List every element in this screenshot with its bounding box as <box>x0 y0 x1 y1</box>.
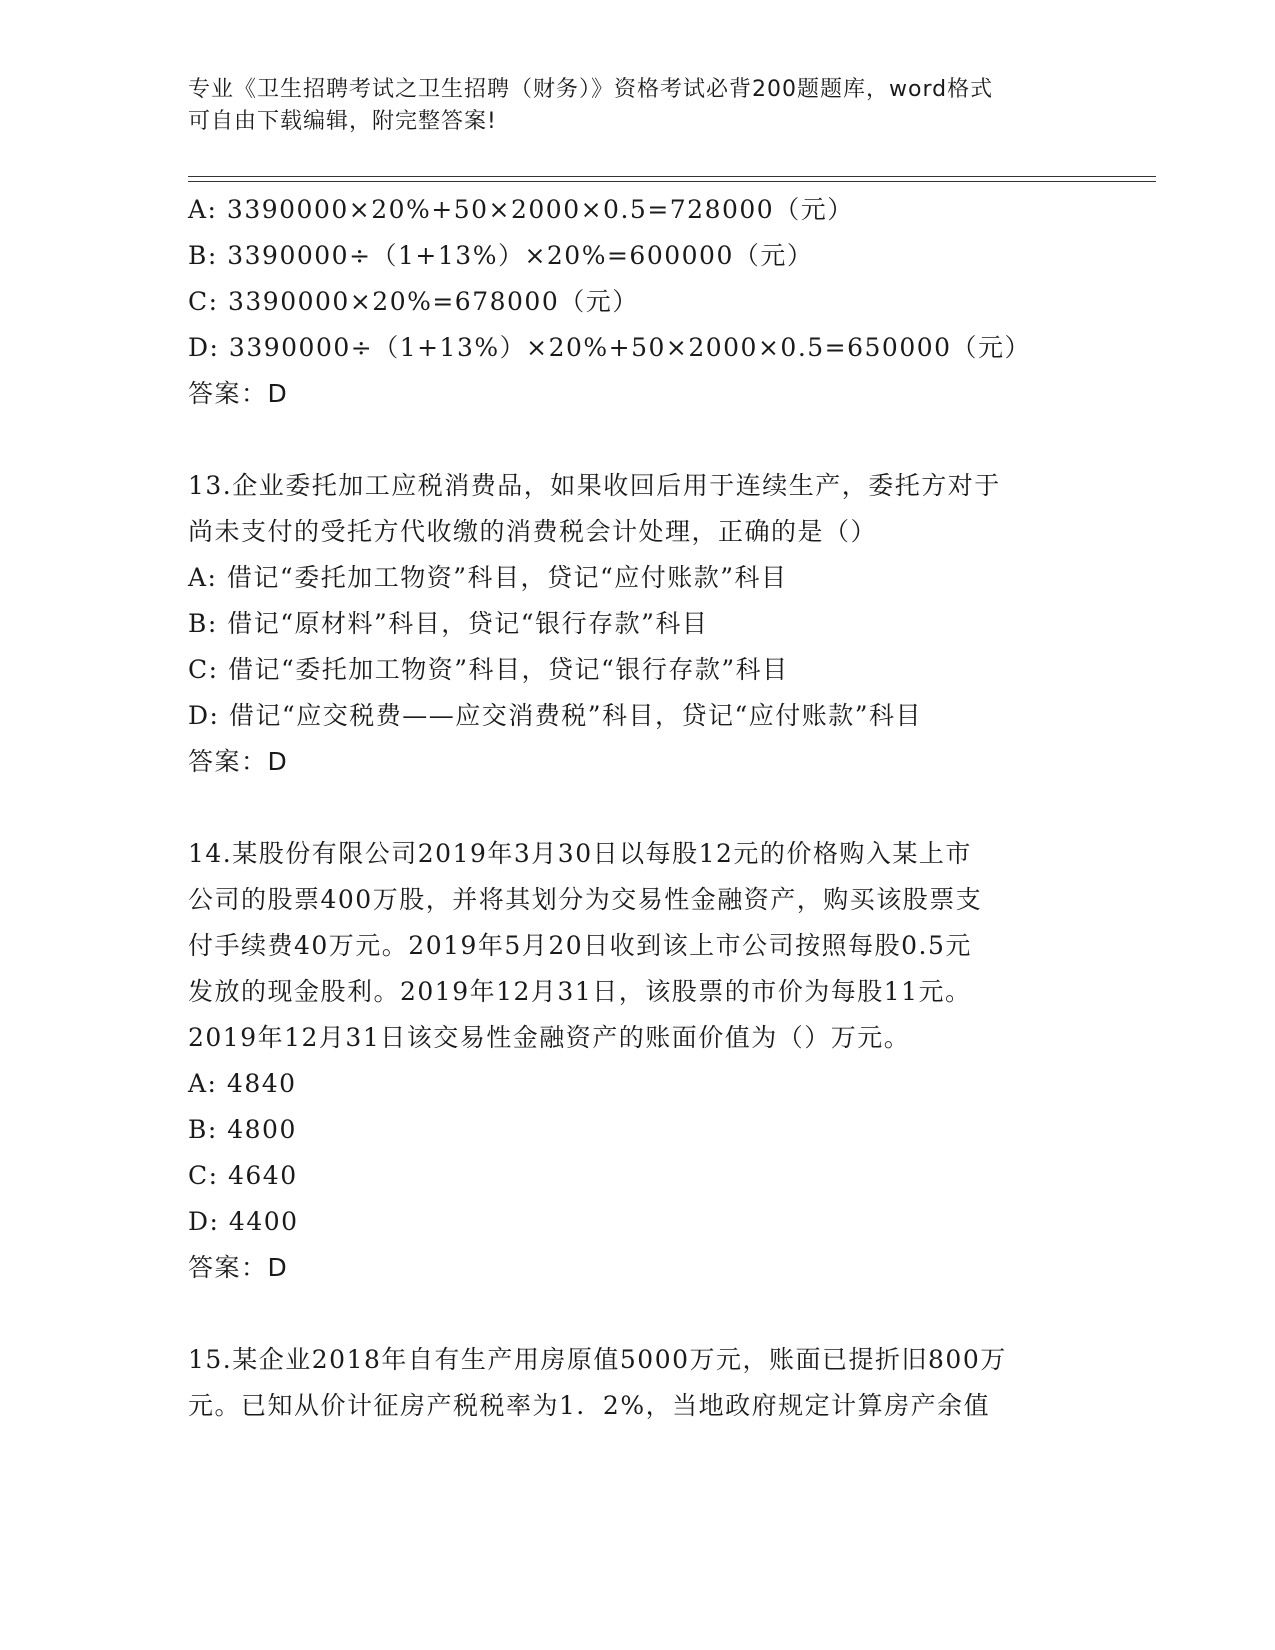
option-c: C: 4640 <box>188 1161 298 1190</box>
header-line-1: 专业《卫生招聘考试之卫生招聘（财务）》资格考试必背200题题库，word格式 <box>188 77 994 102</box>
answer-line: 答案：D <box>188 1253 289 1282</box>
question-stem-line: 2019年12月31日该交易性金融资产的账面价值为（）万元。 <box>188 1023 911 1052</box>
question-stem-line: 元。已知从价计征房产税税率为1．2%，当地政府规定计算房产余值 <box>188 1391 991 1420</box>
option-d: D: 3390000÷（1+13%）×20%+50×2000×0.5=650000（元） <box>188 333 1032 362</box>
answer-line: 答案：D <box>188 747 289 776</box>
option-b: B: 4800 <box>188 1115 297 1144</box>
option-a: A: 3390000×20%+50×2000×0.5=728000（元） <box>188 195 854 224</box>
document-header <box>188 74 1068 138</box>
option-c: C: 3390000×20%=678000（元） <box>188 287 639 316</box>
question-stem-line: 发放的现金股利。2019年12月31日，该股票的市价为每股11元。 <box>188 977 972 1006</box>
question-13 <box>188 463 1088 785</box>
option-b: B: 借记“原材料”科目，贷记“银行存款”科目 <box>188 609 709 638</box>
question-15 <box>188 1337 1088 1429</box>
header-line-2: 可自由下载编辑，附完整答案! <box>188 109 497 134</box>
option-c: C: 借记“委托加工物资”科目，贷记“银行存款”科目 <box>188 655 789 684</box>
option-a: A: 4840 <box>188 1069 297 1098</box>
answer-line: 答案：D <box>188 379 289 408</box>
header-rule-top <box>188 176 1156 177</box>
question-stem-line: 14.某股份有限公司2019年3月30日以每股12元的价格购入某上市 <box>188 839 972 868</box>
option-d: D: 4400 <box>188 1207 299 1236</box>
question-stem-line: 付手续费40万元。2019年5月20日收到该上市公司按照每股0.5元 <box>188 931 972 960</box>
question-content <box>188 187 1088 1429</box>
question-stem-line: 尚未支付的受托方代收缴的消费税会计处理，正确的是（） <box>188 517 878 546</box>
question-stem-line: 公司的股票400万股，并将其划分为交易性金融资产，购买该股票支 <box>188 885 983 914</box>
question-12 <box>188 187 1088 417</box>
question-14 <box>188 831 1088 1291</box>
question-stem-line: 13.企业委托加工应税消费品，如果收回后用于连续生产，委托方对于 <box>188 471 1001 500</box>
option-a: A: 借记“委托加工物资”科目，贷记“应付账款”科目 <box>188 563 788 592</box>
option-d: D: 借记“应交税费——应交消费税”科目，贷记“应付账款”科目 <box>188 701 923 730</box>
question-stem-line: 15.某企业2018年自有生产用房原值5000万元，账面已提折旧800万 <box>188 1345 1007 1374</box>
option-b: B: 3390000÷（1+13%）×20%=600000（元） <box>188 241 814 270</box>
header-rule-bottom <box>188 181 1156 182</box>
